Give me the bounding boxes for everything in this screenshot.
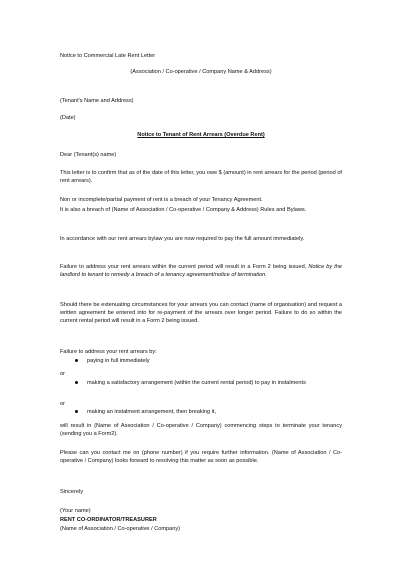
signature-role: RENT CO-ORDINATOR/TREASURER [60,517,157,523]
paragraph-form2-warning [60,263,342,279]
form2-warning-italic: Notice by the landlord to tenant to remedy a breach of a tenancy agreement/notice of termination. [60,264,343,278]
paragraph-breach-rules: It is also a breach of (Name of Association / Co-operative / Company & Address) Rules and Bylaws. [60,207,307,213]
paragraph-extenuating: Should there be extenuating circumstances for your arrears you can contact (name of organisation) and request a written agreement be entered into for re-payment of the arrears over longer period. Failure to do so within the current rental period will result in a Form 2 being issued. [60,302,342,324]
bullet-dot-icon [75,410,78,413]
bullet-text: paying in full immediately [87,358,150,364]
signature-organisation: (Name of Association / Co-operative / Company) [60,526,181,532]
sender-placeholder: (Association / Co-operative / Company Name & Address) [130,69,272,75]
salutation: Dear (Tenant(s) name) [60,152,117,158]
bullet-text: making a satisfactory arrangement (within the current rental period) to pay in instalments [87,380,306,386]
bullet-text: making an instalment arrangement, then breaking it, [87,409,217,415]
letter-heading: Notice to Commercial Late Rent Letter [60,53,156,59]
paragraph-breach-tenancy: Non or incomplete/partial payment of rent is a breach of your Tenancy Agreement. [60,197,263,203]
paragraph-termination-steps: will result in (Name of Association / Co-operative / Company) commencing steps to terminate your tenancy (sending you a Form2). [60,423,342,437]
letter-title [60,131,342,139]
form2-warning-text: Failure to address your rent arrears within the current period will result in a Form 2 being issued, [60,264,307,270]
paragraph-contact: Please can you contact me on (phone number) if you require further information. (Name of Association / Co-operative / Company) looks forward to resolving this matter as soon as possible. [60,450,342,464]
paragraph-failure-by: Failure to address your rent arrears by: [60,349,157,355]
paragraph-amount-owed: This letter is to confirm that as of the date of this letter, you owe $ (amount) in rent arrears for the period (period of rent arrears). [60,170,342,184]
date-placeholder: (Date) [60,115,76,121]
or-label: or [60,371,65,377]
closing: Sincerely [60,489,84,495]
letter-title-text: Notice to Tenant of Rent Arrears (Overdue Rent) [137,132,265,138]
paragraph-bylaw: In accordance with our rent arrears bylaw you are now required to pay the full amount immediately. [60,236,305,242]
bullet-dot-icon [75,381,78,384]
or-label: or [60,401,65,407]
tenant-address-placeholder: (Tenant's Name and Address) [60,98,134,104]
bullet-dot-icon [75,359,78,362]
signature-name: (Your name) [60,508,91,514]
